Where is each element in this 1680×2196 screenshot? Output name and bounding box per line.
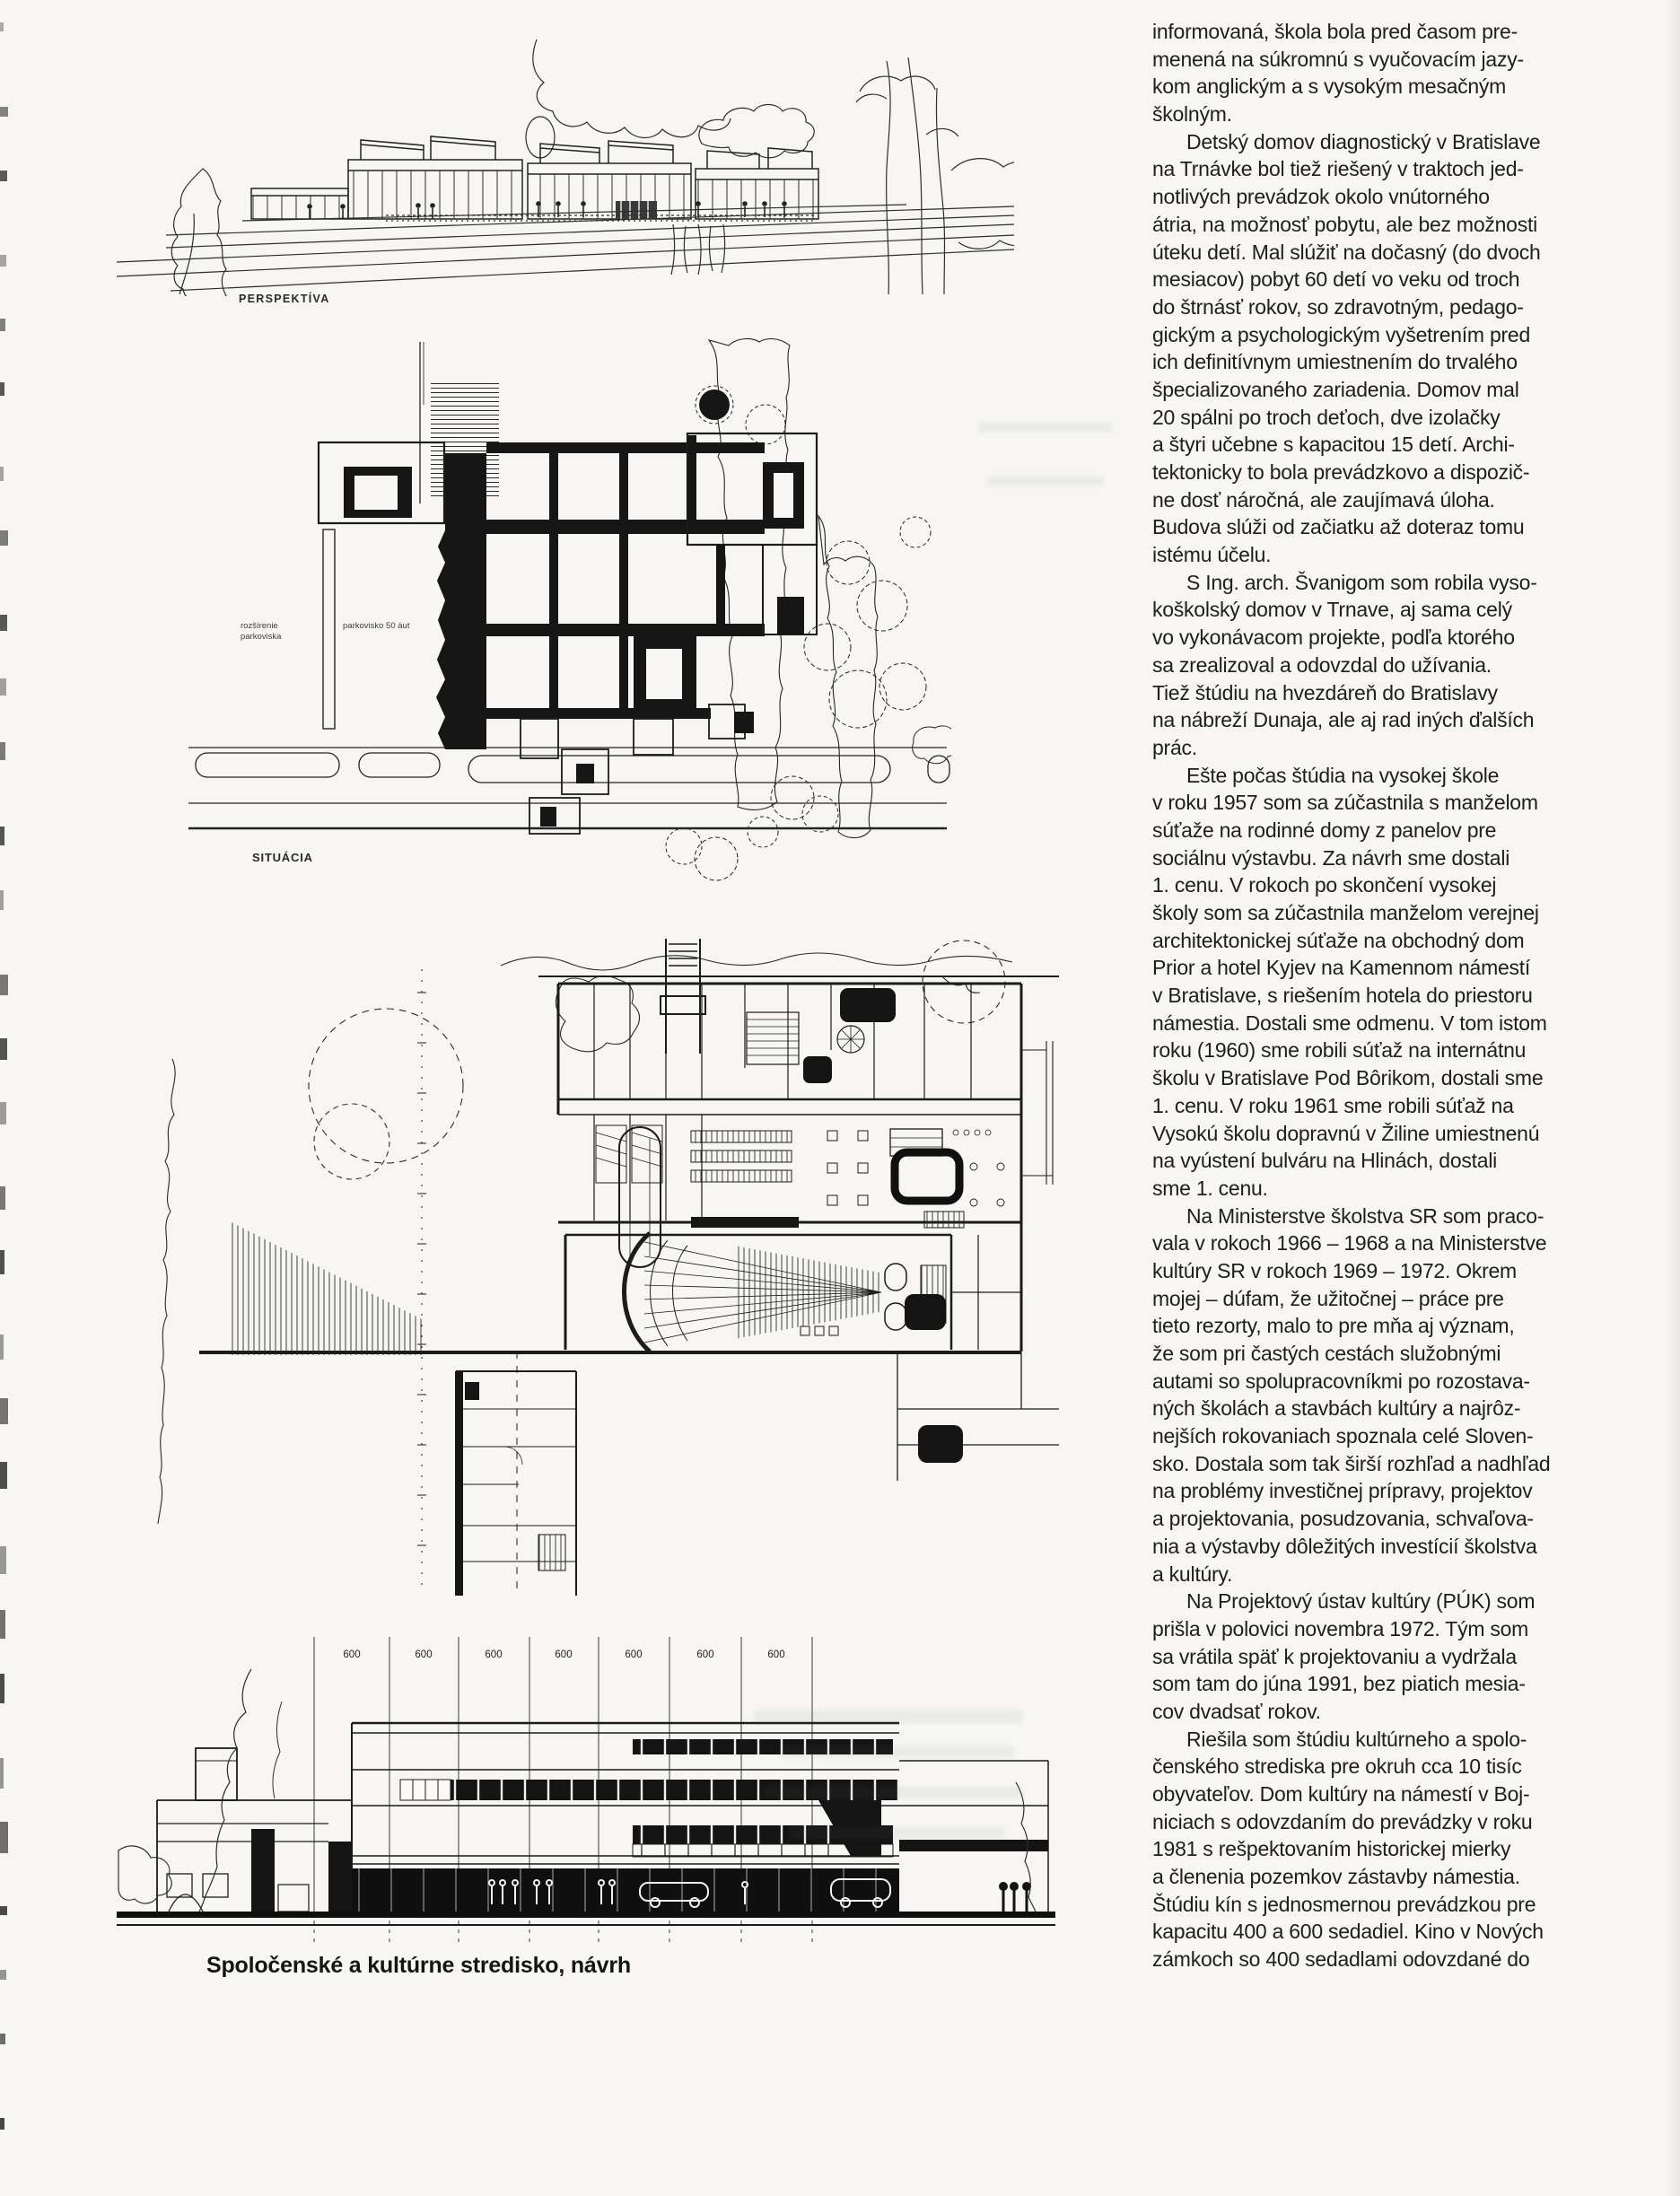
site-annotation-parking-extension: rozšírenie parkoviska <box>241 621 282 642</box>
text-line: prišla v polovici novembra 1972. Tým som <box>1152 1616 1529 1640</box>
bleed-through-smudge <box>978 422 1113 433</box>
floor-plan-drawing <box>117 906 1059 1597</box>
site-plan-drawing <box>135 328 951 884</box>
text-line: tieto rezorty, malo to pre mňa aj význam, <box>1152 1314 1515 1338</box>
text-line: a štyri učebne s kapacitou 15 detí. Archi- <box>1152 433 1515 457</box>
text-line: a členenia pozemkov zástavby námestia. <box>1152 1865 1520 1889</box>
text-line: sme 1. cenu. <box>1152 1176 1268 1200</box>
text-line: Riešila som štúdiu kultúrneho a spolo- <box>1186 1727 1527 1751</box>
bleed-through-smudge <box>781 1745 1014 1758</box>
text-line: vo vykonávacom projekte, podľa ktorého <box>1152 626 1515 650</box>
text-line: zámkoch so 400 sedadlami odovzdané do <box>1152 1947 1530 1972</box>
text-line: Štúdiu kín s jednosmernou prevádzkou pre <box>1152 1892 1536 1916</box>
edge-artifact <box>0 1674 4 1703</box>
text-line: sa zrealizoval a odovzdal do užívania. <box>1152 652 1492 677</box>
edge-artifact <box>0 1610 5 1639</box>
edge-artifact <box>0 678 6 696</box>
text-line: čenského strediska pre okruh cca 10 tisíc <box>1152 1754 1522 1779</box>
edge-artifact <box>0 319 5 331</box>
perspective-label: PERSPEKTÍVA <box>239 293 330 305</box>
edge-artifact <box>0 171 7 181</box>
scan-right-shadow <box>1666 0 1680 2196</box>
text-line: do štrnásť rokov, so zdravotným, pedago- <box>1152 294 1524 319</box>
text-line: ne dosť náročná, ale zaujímavá úloha. <box>1152 487 1495 512</box>
text-line: a kultúry. <box>1152 1562 1233 1586</box>
text-line: kultúry SR v rokoch 1969 – 1972. Okrem <box>1152 1258 1517 1282</box>
text-line: na problémy investičnej prípravy, projektov <box>1152 1479 1533 1503</box>
text-line: na vyústení bulváru na Hlinách, dostali <box>1152 1149 1498 1173</box>
dimension-label: 600 <box>696 1649 714 1660</box>
text-line: v Bratislave, s riešením hotela do priestoru <box>1152 984 1533 1008</box>
text-line: som tam do júna 1991, bez piatich mesia- <box>1152 1672 1526 1696</box>
edge-artifact <box>0 1822 8 1853</box>
text-line: súťaže na rodinné domy z panelov pre <box>1152 818 1497 842</box>
edge-artifact <box>0 2118 4 2130</box>
edge-artifact <box>0 2034 5 2044</box>
edge-artifact <box>0 742 5 760</box>
text-line: sociálnu výstavbu. Za návrh sme dostali <box>1152 845 1510 870</box>
bleed-through-smudge <box>754 1710 1023 1724</box>
text-line: nejších rokovaniach spoznala celé Sloven- <box>1152 1424 1534 1448</box>
dimension-label: 600 <box>485 1649 503 1660</box>
text-line: kapacitu 400 a 600 sedadiel. Kino v Nových <box>1152 1920 1544 1944</box>
edge-artifact <box>0 107 8 117</box>
edge-artifact <box>0 1102 6 1124</box>
bleed-through-smudge <box>987 476 1104 486</box>
dimension-label: 600 <box>415 1649 433 1660</box>
drawing-caption: Spoločenské a kultúrne stredisko, návrh <box>206 1953 631 1978</box>
dimension-label: 600 <box>767 1649 785 1660</box>
text-line: notlivých prevádzok okolo vnútorného <box>1152 185 1490 209</box>
edge-artifact <box>0 467 4 481</box>
text-line: informovaná, škola bola pred časom pre- <box>1152 20 1518 43</box>
text-line: tektonicky to bola prevádzkovo a dispozič- <box>1152 460 1530 484</box>
text-line: S Ing. arch. Švanigom som robila vyso- <box>1186 570 1537 594</box>
edge-artifact <box>0 975 8 995</box>
text-line: mojej – dúfam, že užitočnej – práce pre <box>1152 1286 1504 1310</box>
edge-artifact <box>0 1398 8 1424</box>
edge-artifact <box>0 1186 5 1210</box>
text-line: vala v rokoch 1966 – 1968 a na Ministerstve <box>1152 1231 1547 1255</box>
edge-artifact <box>0 615 7 631</box>
text-line: Detský domov diagnostický v Bratislave <box>1186 129 1541 153</box>
edge-artifact <box>0 1906 7 1915</box>
text-line: gickým a psychologickým vyšetrením pred <box>1152 322 1531 346</box>
text-line: nia a výstavby dôležitých investícií školstva <box>1152 1534 1537 1558</box>
dimension-label: 600 <box>625 1649 643 1660</box>
article-text-column <box>1152 18 1601 1973</box>
text-line: ných školách a stavbách kultúry a najrôz- <box>1152 1396 1521 1421</box>
text-line: architektonickej súťaže na obchodný dom <box>1152 928 1525 952</box>
edge-artifact <box>0 890 4 910</box>
text-line: v roku 1957 som sa zúčastnila s manželom <box>1152 791 1538 815</box>
text-line: Ešte počas štúdia na vysokej škole <box>1186 763 1500 787</box>
text-line: námestia. Dostali sme odmenu. V tom istom <box>1152 1011 1547 1035</box>
text-line: Vysokú školu dopravnú v Žiline umiestnenú <box>1152 1121 1540 1145</box>
text-line: špecializovaného zariadenia. Domov mal <box>1152 377 1519 401</box>
text-line: na Trnávke bol tiež riešený v traktoch jed- <box>1152 157 1524 181</box>
text-line: kom anglickým a s vysokým mesačným <box>1152 74 1507 99</box>
edge-artifact <box>0 255 6 267</box>
text-line: a projektovania, posudzovania, schvaľova- <box>1152 1507 1534 1531</box>
dimension-label: 600 <box>343 1649 361 1660</box>
text-line: ich definitívnym umiestnením do trvalého <box>1152 350 1518 374</box>
edge-artifact <box>0 1462 7 1489</box>
edge-artifact <box>0 22 4 31</box>
text-line: 1981 s rešpektovaním historickej mierky <box>1152 1837 1511 1861</box>
text-line: obyvateľov. Dom kultúry na námestí v Boj- <box>1152 1782 1530 1806</box>
dimension-label: 600 <box>555 1649 573 1660</box>
perspective-drawing <box>117 36 1014 296</box>
text-line: 1. cenu. V roku 1961 sme robili súťaž na <box>1152 1093 1514 1117</box>
text-line: Budova slúži od začiatku až doteraz tomu <box>1152 515 1525 539</box>
text-line: Na Ministerstve školstva SR som praco- <box>1186 1203 1544 1228</box>
text-line: sa vrátila späť k projektovaniu a vydržala <box>1152 1644 1517 1668</box>
site-plan-label: SITUÁCIA <box>252 851 313 864</box>
edge-artifact <box>0 827 4 845</box>
text-line: prác. <box>1152 735 1197 759</box>
text-line: Tiež štúdiu na hvezdáreň do Bratislavy <box>1152 680 1498 704</box>
text-line: niciach s odovzdaním do prevádzky v roku <box>1152 1809 1533 1833</box>
text-line: roku (1960) sme robili súťaž na internátnu <box>1152 1038 1527 1063</box>
text-line: koškolský domov v Trnave, aj sama celý <box>1152 598 1512 622</box>
text-line: 1. cenu. V rokoch po skončení vysokej <box>1152 873 1497 897</box>
edge-artifact <box>0 1546 6 1574</box>
bleed-through-smudge <box>763 1786 1023 1798</box>
edge-artifact <box>0 530 8 546</box>
text-line: školu v Bratislave Pod Bôrikom, dostali sme <box>1152 1066 1544 1090</box>
text-line: že som pri častých cestách služobnými <box>1152 1342 1501 1365</box>
edge-artifact <box>0 1758 4 1789</box>
text-line: cov dvadsať rokov. <box>1152 1699 1321 1723</box>
text-line: Prior a hotel Kyjev na Kamennom námestí <box>1152 956 1531 980</box>
text-line: menená na súkromnú s vyučovacím jazy- <box>1152 47 1524 71</box>
text-line: na nábreží Dunaja, ale aj rad iných ďalších <box>1152 708 1535 732</box>
edge-artifact <box>0 1334 4 1360</box>
text-line: školným. <box>1152 102 1232 127</box>
site-annotation-parking-capacity: parkovisko 50 áut <box>343 621 410 631</box>
text-line: átria, na možnosť pobytu, ale bez možnosti <box>1152 212 1537 236</box>
text-line: úteku detí. Mal slúžiť na dočasný (do dvoch <box>1152 240 1541 264</box>
edge-artifact <box>0 382 4 396</box>
text-line: autami so spolupracovníkmi po rozostava- <box>1152 1369 1530 1393</box>
text-line: mesiacov) pobyt 60 detí vo veku od troch <box>1152 267 1520 292</box>
edge-artifact <box>0 1038 7 1060</box>
edge-artifact <box>0 1970 6 1980</box>
text-line: 20 spálni po troch deťoch, dve izolačky <box>1152 405 1501 429</box>
text-line: sko. Dostala som tak širší rozhľad a nadhľad <box>1152 1451 1551 1475</box>
text-line: Na Projektový ústav kultúry (PÚK) som <box>1186 1589 1536 1614</box>
text-line: školy som sa zúčastnila manželom verejnej <box>1152 901 1539 924</box>
text-line: istému účelu. <box>1152 543 1272 567</box>
bleed-through-smudge <box>790 1826 1005 1839</box>
edge-artifact <box>0 1250 4 1274</box>
